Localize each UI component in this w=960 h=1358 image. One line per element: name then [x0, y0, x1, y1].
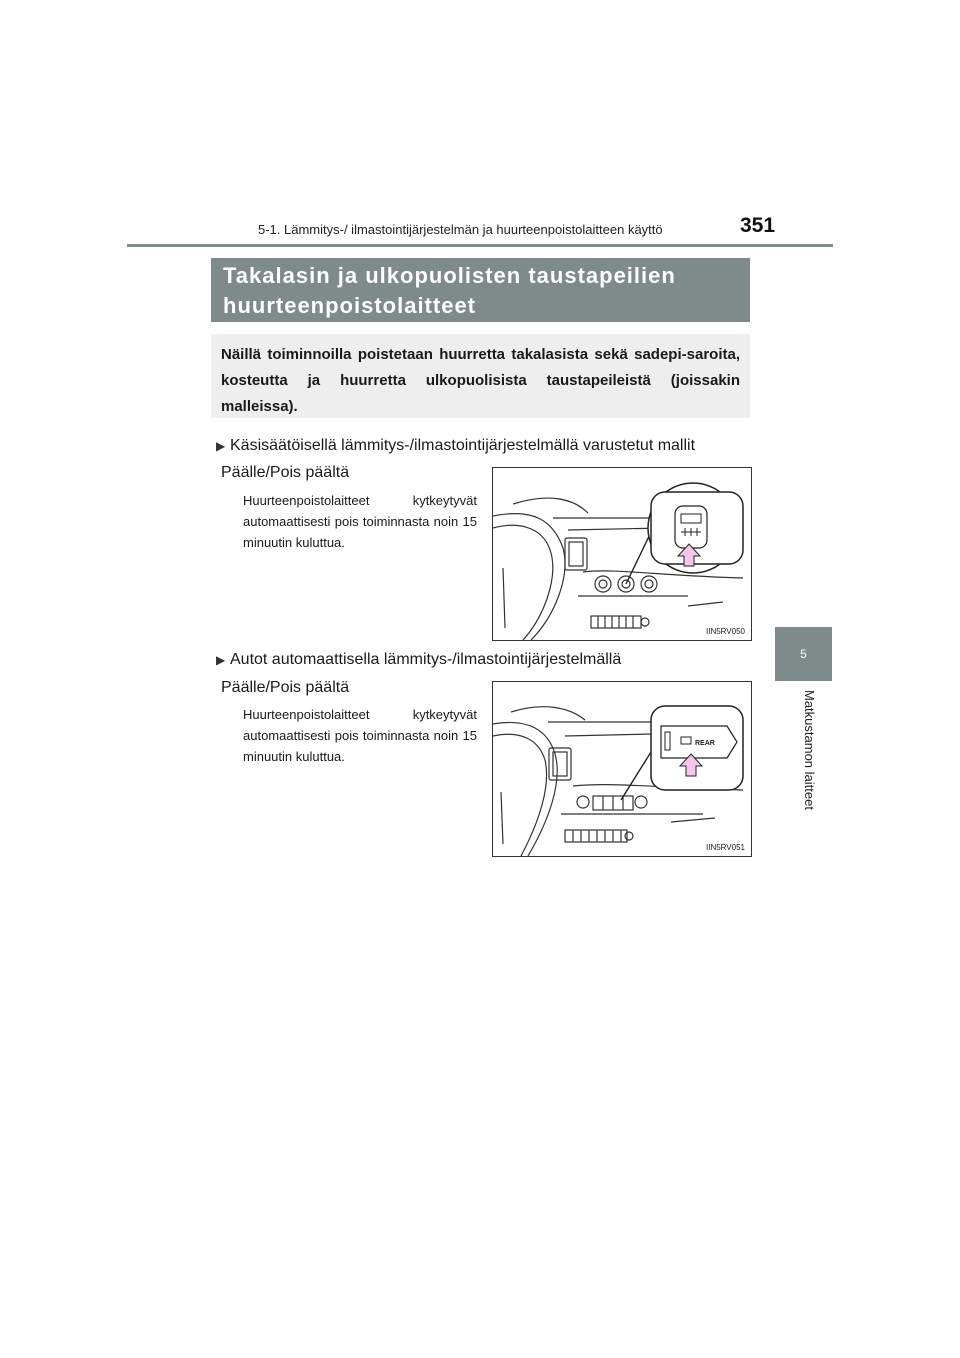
- bullet-text: Käsisäätöisellä lämmitys-/ilmastointijärjestelmällä varustetut mallit: [230, 437, 696, 454]
- page-number: 351: [740, 214, 776, 237]
- chapter-label: Matkustamon laitteet: [802, 690, 817, 810]
- item-heading: Päälle/Pois päältä: [221, 464, 350, 481]
- item-heading: Päälle/Pois päältä: [221, 679, 350, 696]
- running-header: 5-1. Lämmitys-/ ilmastointijärjestelmän ja huurteenpoistolaitteen käyttö: [258, 222, 663, 237]
- rear-button-label: REAR: [695, 740, 715, 747]
- section-title: Takalasin ja ulkopuolisten taustapeilien huurteenpoistolaitteet: [211, 258, 750, 322]
- figure-code: IIN5RV050: [706, 627, 745, 636]
- header-divider: [127, 244, 833, 247]
- bullet-text: Autot automaattisella lämmitys-/ilmastointijärjestelmällä: [230, 651, 622, 668]
- item-description: Huurteenpoistolaitteet kytkeytyvät automaattisesti pois toiminnasta noin 15 minuutin kuluttua.: [243, 707, 477, 764]
- bullet-manual-ac: [216, 437, 695, 455]
- figure-auto-ac: [492, 681, 752, 857]
- bullet-arrow-icon: ▶: [216, 653, 226, 667]
- bullet-arrow-icon: ▶: [216, 439, 226, 453]
- chapter-tab: 5: [775, 627, 832, 681]
- intro-text: Näillä toiminnoilla poistetaan huurretta takalasista sekä sadepi-saroita, kosteutta ja huurretta ulkopuolisista taustapeileistä (joissakin malleissa).: [211, 334, 750, 418]
- dashboard-illustration: [493, 682, 751, 856]
- bullet-auto-ac: [216, 651, 621, 669]
- figure-code: IIN5RV051: [706, 843, 745, 852]
- figure-manual-ac: [492, 467, 752, 641]
- dashboard-illustration: [493, 468, 751, 640]
- item-description: Huurteenpoistolaitteet kytkeytyvät automaattisesti pois toiminnasta noin 15 minuutin kuluttua.: [243, 493, 477, 550]
